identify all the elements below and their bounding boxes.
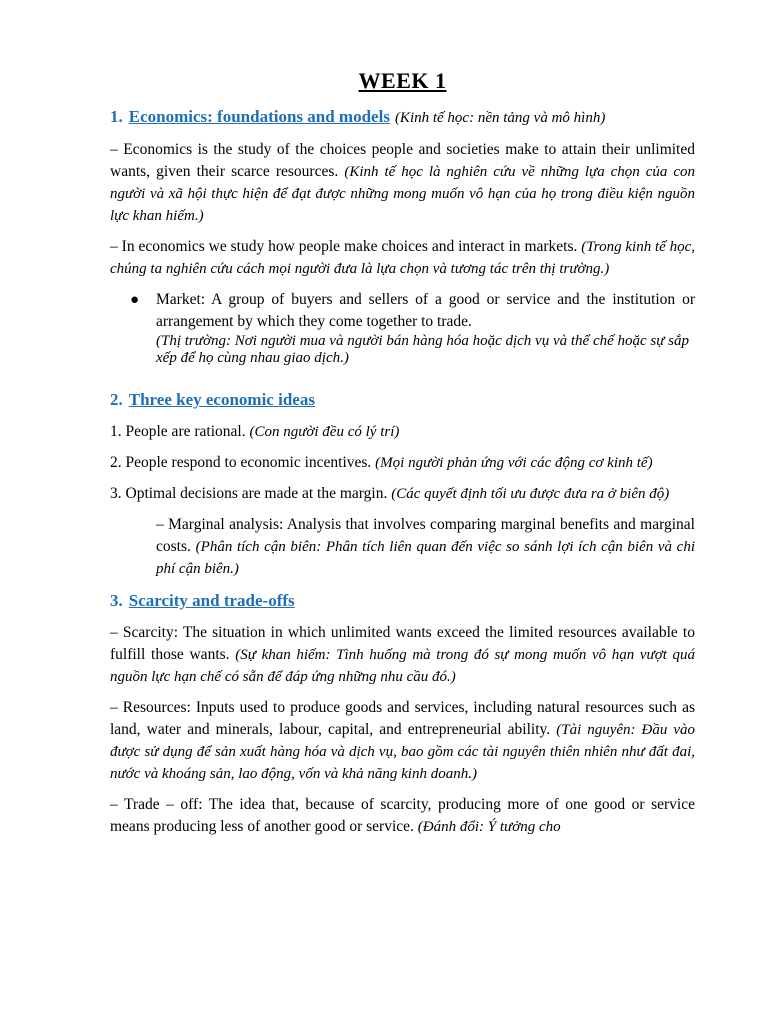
section-3-heading [110,590,695,612]
market-bullet-item [110,289,695,367]
marginal-analysis-translation: (Phân tích cận biên: Phân tích liên quan đến việc so sánh lợi ích cận biên và chi phí cận biên.) [156,539,696,577]
bullet-translation: (Thị trường: Nơi người mua và người bán hàng hóa hoặc dịch vụ và thể chế hoặc sự sắp xếp để họ cùng nhau giao dịch.) [156,333,690,366]
idea-text: 1. People are rational. [110,423,246,440]
paragraph-text: – In economics we study how people make choices and interact in markets. [110,238,578,255]
section-3-number: 3. [110,591,123,610]
idea-text: 3. Optimal decisions are made at the margin. [110,485,388,502]
section-1-heading [110,106,695,129]
idea-item-3 [110,483,695,505]
section-3-paragraph-2 [110,697,695,785]
bullet-icon: ● [130,292,140,308]
paragraph-translation: (Sự khan hiếm: Tình huống mà trong đó sự mong muốn vô hạn vượt quá nguồn lực hạn chế có sẵn để đáp ứng những nhu cầu đó.) [110,647,695,685]
marginal-analysis-item [110,514,695,580]
section-1-paragraph-1 [110,139,695,227]
idea-translation: (Các quyết định tối ưu được đưa ra ở biên độ) [391,486,670,502]
idea-translation: (Con người đều có lý trí) [249,424,400,440]
section-2-heading [110,389,695,411]
section-2-number: 2. [110,390,123,409]
paragraph-translation: (Trong kinh tế học, chúng ta nghiên cứu cách mọi người đưa là lựa chọn và tương tác trên thị trường.) [110,239,695,277]
idea-text: 2. People respond to economic incentives. [110,454,372,471]
section-3-paragraph-1 [110,622,695,688]
paragraph-translation: (Kinh tế học là nghiên cứu về những lựa chọn của con người và xã hội thực hiện để đạt được những mong muốn vô hạn của họ trong điều kiện nguồn lực khan hiếm.) [110,164,695,224]
marginal-analysis-text: – Marginal analysis: Analysis that involves comparing marginal benefits and marginal costs. [156,516,695,555]
idea-translation: (Mọi người phản ứng với các động cơ kinh tế) [375,455,653,471]
paragraph-translation: (Đánh đổi: Ý tưởng cho [417,819,561,835]
paragraph-text: – Resources: Inputs used to produce goods and services, including natural resources such as land, water and minerals, labour, capital, and entrepreneurial ability. [110,699,695,738]
paragraph-text: – Scarcity: The situation in which unlimited wants exceed the limited resources available to fulfill those wants. [110,624,695,663]
section-1-paragraph-2 [110,236,695,280]
bullet-text: Market: A group of buyers and sellers of a good or service and the institution or arrangement by which they come together to trade. [156,291,695,330]
section-3-paragraph-3 [110,794,695,838]
paragraph-text: – Economics is the study of the choices people and societies make to attain their unlimited wants, given their scarce resources. [110,141,695,180]
page-title: WEEK 1 [358,68,447,93]
section-3-title: Scarcity and trade-offs [128,591,295,610]
section-1-title-translation: (Kinh tế học: nền tảng và mô hình) [394,110,606,126]
paragraph-text: – Trade – off: The idea that, because of scarcity, producing more of one good or service means producing less of another good or service. [110,796,695,835]
idea-item-1 [110,421,695,443]
paragraph-translation: (Tài nguyên: Đầu vào được sử dụng để sản xuất hàng hóa và dịch vụ, bao gồm các tài nguyên thiên nhiên như đất đai, nước và khoáng sản, lao động, vốn và khả năng kinh doanh.) [110,722,695,782]
section-1-title: Economics: foundations and models [128,107,390,126]
idea-item-2 [110,452,695,474]
section-2-title: Three key economic ideas [128,390,315,409]
section-1-number: 1. [110,107,123,126]
